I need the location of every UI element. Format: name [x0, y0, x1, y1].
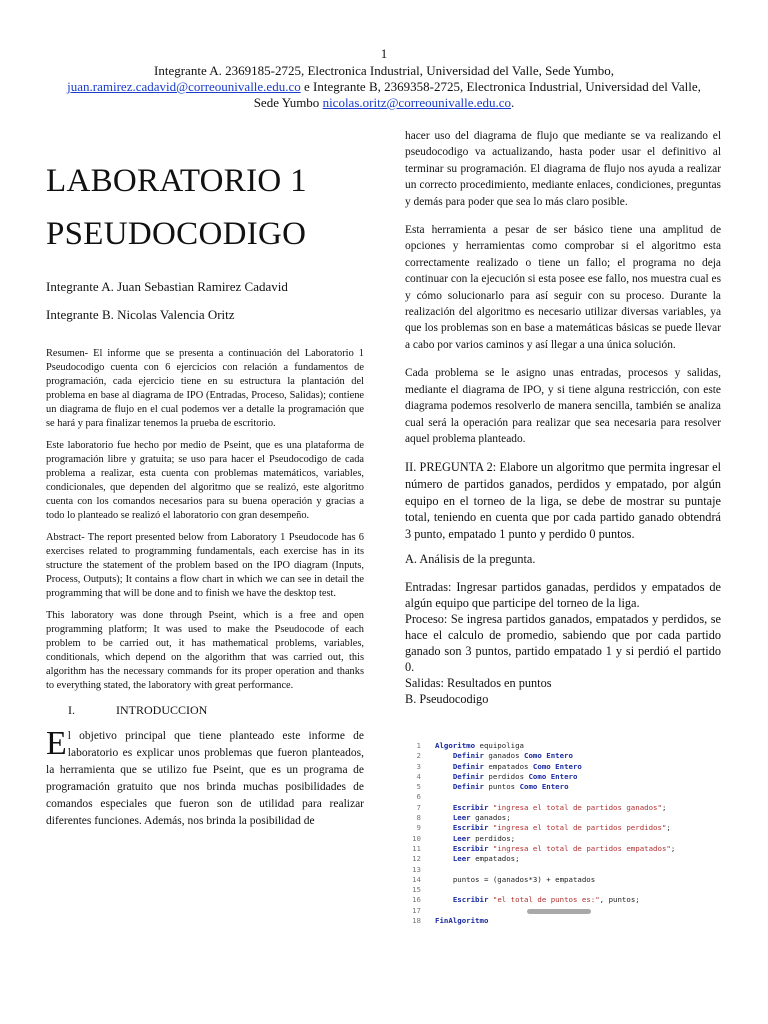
members-list — [46, 273, 364, 329]
line-number: 18 — [412, 916, 421, 926]
section-heading-introduccion — [68, 703, 364, 718]
code-line — [405, 875, 721, 885]
line-number: 12 — [412, 854, 421, 864]
line-number: 4 — [416, 771, 421, 781]
code-line — [405, 751, 721, 761]
author-a-affiliation: Integrante A. 2369185-2725, Electronica Industrial, Universidad del Valle, Sede Yumbo, — [154, 63, 614, 78]
code-line — [405, 916, 721, 926]
code-line — [405, 895, 721, 905]
question-2-statement: II. PREGUNTA 2: Elabore un algoritmo que permita ingresar el número de partidos ganados, perdidos y empatado, por algún equipo en el torneo de la liga, se debe de mostrar su puntaje total, teniendo en cuenta que por cada partido ganado obtendrá 3 punto, empatado 1 punto y perdido 0 puntos. — [405, 460, 721, 541]
header-period: . — [511, 95, 515, 110]
code-line — [405, 854, 721, 864]
code-text: FinAlgoritmo — [435, 916, 489, 926]
code-line — [405, 792, 721, 802]
code-line — [405, 885, 721, 895]
right-column — [405, 128, 721, 707]
code-line — [405, 782, 721, 792]
line-number: 17 — [412, 905, 421, 915]
entradas-text: Entradas: Ingresar partidos ganadas, perdidos y empatados de algún equipo que participe del torneo de la liga. — [405, 580, 721, 611]
code-text: Definir perdidos Como Entero — [452, 771, 578, 781]
ipo-analysis — [405, 579, 721, 707]
line-number: 7 — [416, 802, 421, 812]
analysis-heading: A. Análisis de la pregunta. — [405, 552, 536, 567]
authors-header — [44, 63, 724, 111]
proceso-text: Proceso: Se ingresa partidos ganados, empatados y perdidos, se hace el calculo de promedio, sabiendo que por cada partido ganado son 3 puntos, partido empatado 1 y si perdió el partido 0. — [405, 612, 721, 675]
line-number: 5 — [416, 782, 421, 792]
drop-cap: E — [46, 725, 67, 762]
salidas-text: Salidas: Resultados en puntos — [405, 676, 552, 691]
code-line — [405, 813, 721, 823]
code-line — [405, 865, 721, 875]
right-body — [405, 128, 721, 447]
line-number: 3 — [416, 761, 421, 771]
title-line-2: PSEUDOCODIGO — [46, 216, 307, 252]
code-line — [405, 834, 721, 844]
code-text: puntos = (ganados*3) + empatados — [452, 874, 596, 884]
line-number: 8 — [416, 813, 421, 823]
line-number: 15 — [412, 885, 421, 895]
code-text: Definir puntos Como Entero — [452, 782, 569, 792]
abstract-block — [46, 347, 364, 693]
code-text: Escribir "ingresa el total de partidos empatados"; — [452, 843, 676, 853]
code-text: Escribir "el total de puntos es:", puntos; — [452, 895, 640, 905]
line-number: 16 — [412, 895, 421, 905]
resumen-paragraph: Resumen- El informe que se presenta a continuación del Laboratorio 1 Pseudocodigo cuenta con 6 ejercicios con relación a fundamentos de programación, cada ejercicio tiene en su estructura la plantación del problema en base al diagrama de IPO (Entradas, Proceso, Salidas); contiene un diagrama de flujo en el cual podemos ver a detalle la programación que se hará y para finalizar tenemos la prueba de escritorio. — [46, 348, 364, 429]
code-line — [405, 803, 721, 813]
code-text: Algoritmo equipoliga — [435, 741, 524, 750]
right-paragraph-1: hacer uso del diagrama de flujo que mediante se va realizando el pseudocodigo va actualizando, hasta poder usar el definitivo al terminar su programación. El diagrama de flujo nos ayuda a realizar un correcto procedimiento, mediante enlaces, condiciones, preguntas y demás para poder que sea lo más claro posible. — [405, 130, 721, 208]
email-link-b[interactable]: nicolas.oritz@correounivalle.edu.co — [322, 95, 512, 110]
code-line — [405, 844, 721, 854]
abstract-paragraph-2: This laboratory was done through Pseint, which is a free and open programming platform; It was used to make the Pseudocode of each problem to be carried out, it has mathematical problems, variables, conditionals, which depend on the algorithm that was carried out, this algorithm has the necessary commands for its proper operation and thanks to everything stated, the laboratory with great performance. — [46, 610, 364, 691]
right-paragraph-3: Cada problema se le asigno unas entradas, procesos y salidas, mediante el diagrama de IPO, y si tiene alguna restricción, con este diagrama podemos resolverlo de manera sencilla, también se analiza cual será la operación para realizar que sea necesaria para resolver aquel problema planteado. — [405, 367, 721, 445]
intro-text: l objetivo principal que tiene planteado este informe de laboratorio es explicar unos problemas que fueron planteados, la herramienta que se utilizo fue Pseint, que es un programa de programación gratuito que nos brinda muchas posibilidades de comandos especiales que fueron son de utilidad para realizar diferentes funciones. Además, nos brinda la posibilidad de — [46, 730, 364, 827]
author-b-affiliation: e Integrante B, 2369358-2725, Electronica Industrial, Universidad del Valle, — [300, 79, 701, 94]
campus-label: Sede Yumbo — [253, 95, 323, 110]
code-line — [405, 772, 721, 782]
code-lines — [405, 741, 721, 926]
right-paragraph-2: Esta herramienta a pesar de ser básico tiene una amplitud de opciones y herramientas como comprobar si el algoritmo esta correctamente realizado o tiene un fallo; el programa no deja continuar con la ejecución si esta posee ese fallo, nos muestra cual es y cómo solucionarlo para así seguir con su proceso. Durante la realización del algoritmo es necesario utilizar diversas variables, ya que los problemas son en base a matemáticas básicas se puede llevar a cabo por varios caminos y así llegar a una única solución. — [405, 224, 721, 351]
email-link-a[interactable]: juan.ramirez.cadavid@correounivalle.edu.co — [67, 79, 301, 94]
line-number: 11 — [412, 843, 421, 853]
pseudocode-heading: B. Pseudocodigo — [405, 692, 489, 707]
scrollbar-thumb[interactable] — [527, 909, 591, 914]
resumen-paragraph-2: Este laboratorio fue hecho por medio de Pseint, que es una plataforma de programación libre y gratuita; se uso para hacer el Pseudocodigo de cada problema a realizar, esta cuenta con problemas matemáticos, variables, condicionales, que dependen del algoritmo que se realizó, este algoritmo cuenta con los comandos necesarios para su buena operación y gracias a todo lo planteado se realizó el laboratorio con gran desempeño. — [46, 440, 364, 521]
code-line — [405, 741, 721, 751]
code-text: Leer perdidos; — [452, 833, 516, 843]
code-text: Definir empatados Como Entero — [452, 761, 582, 771]
line-number: 9 — [416, 823, 421, 833]
line-number: 1 — [416, 741, 421, 750]
abstract-paragraph: Abstract- The report presented below from Laboratory 1 Pseudocode has 6 exercises related to programming fundamentals, each exercise has in its structure the statement of the problem based on the IPO diagram (Inputs, Process, Outputs); It contains a flow chart in which we can see in detail the programming that will be done and to finish we have the desktop test. — [46, 532, 364, 599]
section-title: INTRODUCCION — [116, 703, 208, 717]
line-number: 10 — [412, 833, 421, 843]
code-line — [405, 823, 721, 833]
member-a: Integrante A. Juan Sebastian Ramirez Cadavid — [46, 279, 288, 294]
pseudocode-screenshot — [405, 741, 721, 926]
code-text: Leer empatados; — [452, 854, 520, 864]
code-text: Definir ganados Como Entero — [452, 751, 573, 761]
code-text: Leer ganados; — [452, 813, 511, 823]
page-number: 1 — [380, 46, 388, 61]
line-number: 13 — [412, 864, 421, 874]
code-text: Escribir "ingresa el total de partidos ganados"; — [452, 802, 667, 812]
member-b: Integrante B. Nicolas Valencia Oritz — [46, 307, 235, 322]
code-text: Escribir "ingresa el total de partidos perdidos"; — [452, 823, 671, 833]
left-column — [46, 155, 364, 830]
code-line — [405, 762, 721, 772]
section-number: I. — [68, 703, 75, 717]
title-line-1: LABORATORIO 1 — [46, 163, 307, 199]
line-number: 6 — [416, 792, 421, 802]
intro-paragraph — [46, 725, 364, 830]
line-number: 2 — [416, 751, 421, 761]
line-number: 14 — [412, 874, 421, 884]
